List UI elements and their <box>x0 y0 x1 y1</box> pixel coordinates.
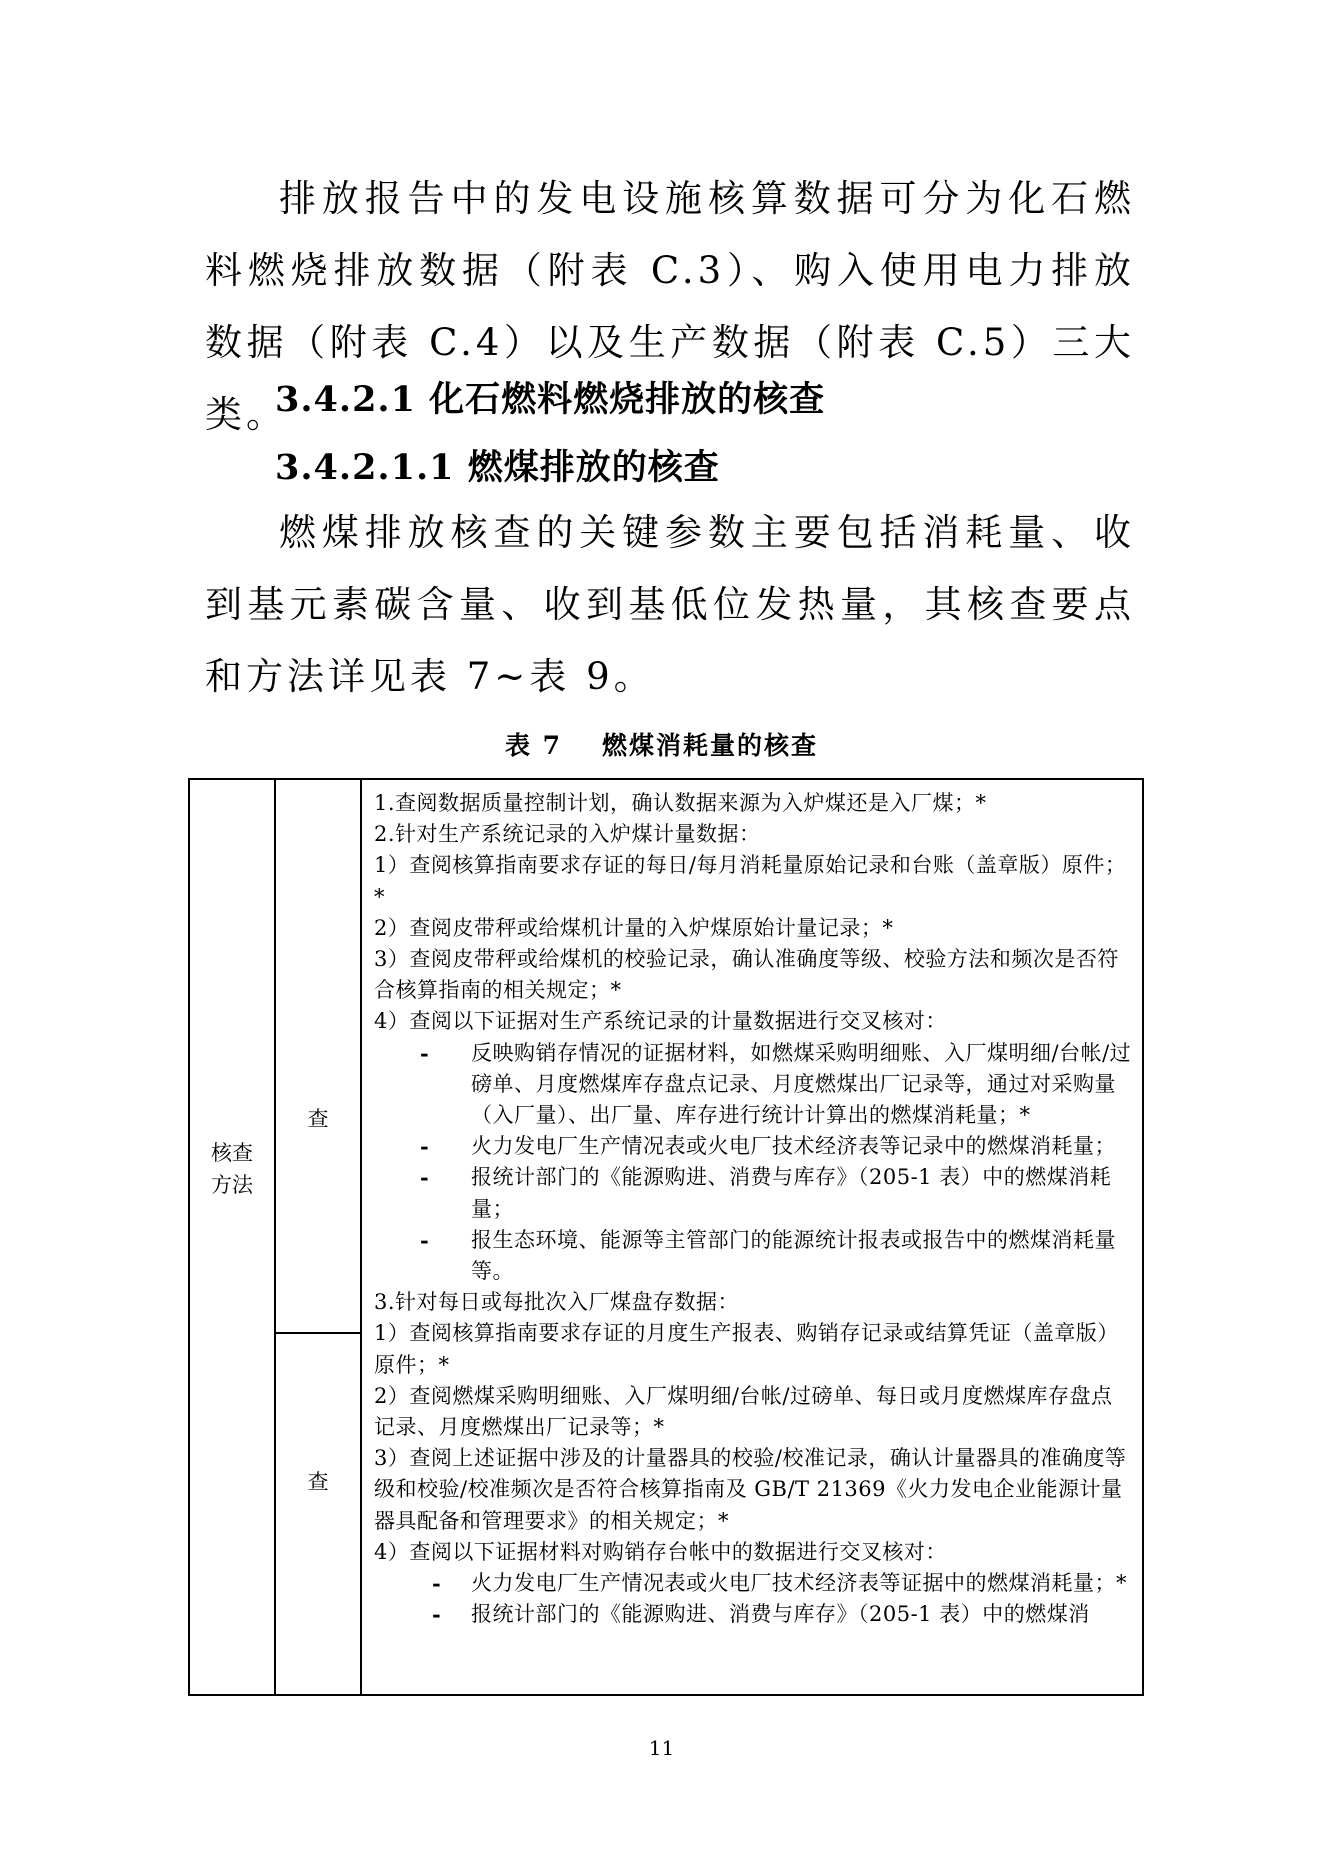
dash-bullet-icon: - <box>420 1227 430 1253</box>
check-label-1: 查 <box>307 1107 329 1131</box>
dash-bullet-icon: - <box>432 1571 442 1597</box>
table-caption-title: 燃煤消耗量的核查 <box>602 731 819 760</box>
dash-bullet-icon: - <box>420 1040 430 1066</box>
section-heading-3-4-2-1-1: 3.4.2.1.1 燃煤排放的核查 <box>275 447 720 488</box>
check-bullet-item <box>374 1225 1132 1287</box>
check-step-line: 3）查阅上述证据中涉及的计量器具的校验/校准记录，确认计量器具的准确度等级和校验/校准频次是否符合核算指南及 GB/T 21369《火力发电企业能源计量器具配备和管理要求》的相关规定；* <box>374 1446 1127 1533</box>
check-bullet-text: 报生态环境、能源等主管部门的能源统计报表或报告中的燃煤消耗量等。 <box>471 1227 1116 1284</box>
check-step-line: 4）查阅以下证据对生产系统记录的计量数据进行交叉核对： <box>374 1009 947 1034</box>
check-step-line: 3.针对每日或每批次入厂煤盘存数据： <box>374 1290 740 1315</box>
check-bullet-text: 反映购销存情况的证据材料，如燃煤采购明细账、入厂煤明细/台帐/过磅单、月度燃煤库存盘点记录、月度燃煤出厂记录等，通过对采购量（入厂量）、出厂量、库存进行统计计算出的燃煤消耗量；* <box>471 1040 1132 1128</box>
coal-consumption-check-table <box>188 778 1144 1696</box>
row-label-cell <box>189 779 275 1695</box>
check-bullet-text: 报统计部门的《能源购进、消费与库存》（205-1 表）中的燃煤消 <box>471 1602 1090 1627</box>
check-step-line: 2.针对生产系统记录的入炉煤计量数据： <box>374 822 761 847</box>
check-step-line: 4）查阅以下证据材料对购销存台帐中的数据进行交叉核对： <box>374 1539 947 1564</box>
check-label-cell-1 <box>275 779 361 1333</box>
check-label-2: 查 <box>307 1470 329 1494</box>
check-bullet-item <box>374 1568 1132 1599</box>
coal-paragraph: 燃煤排放核查的关键参数主要包括消耗量、收到基元素碳含量、收到基低位发热量，其核查要点和方法详见表 7~表 9。 <box>205 511 1135 698</box>
check-bullet-item <box>374 1038 1132 1132</box>
page-number: 11 <box>648 1736 675 1760</box>
row-label-line: 核查 <box>211 1141 253 1165</box>
check-step-line: 3）查阅皮带秤或给煤机的校验记录，确认准确度等级、校验方法和频次是否符合核算指南的相关规定；* <box>374 947 1119 1003</box>
intro-paragraph: 排放报告中的发电设施核算数据可分为化石燃料燃烧排放数据（附表 C.3）、购入使用电力排放数据（附表 C.4）以及生产数据（附表 C.5）三大类。 <box>205 177 1135 436</box>
dash-bullet-icon: - <box>432 1602 442 1628</box>
row-label-check-method <box>211 1137 253 1201</box>
check-step-line: 2）查阅皮带秤或给煤机计量的入炉煤原始计量记录；* <box>374 915 894 940</box>
table-caption <box>0 726 1323 762</box>
check-bullet-item <box>374 1599 1132 1630</box>
check-step-line: 1）查阅核算指南要求存证的月度生产报表、购销存记录或结算凭证（盖章版）原件；* <box>374 1321 1119 1377</box>
check-bullet-item <box>374 1162 1132 1224</box>
dash-bullet-icon: - <box>420 1165 430 1191</box>
check-bullet-text: 火力发电厂生产情况表或火电厂技术经济表等证据中的燃煤消耗量；* <box>471 1571 1127 1596</box>
check-step-line: 1.查阅数据质量控制计划，确认数据来源为入炉煤还是入厂煤；* <box>374 791 987 815</box>
check-bullet-item <box>374 1131 1132 1162</box>
check-label-cell-2 <box>275 1333 361 1695</box>
check-bullet-text: 报统计部门的《能源购进、消费与库存》（205-1 表）中的燃煤消耗量； <box>471 1165 1112 1221</box>
table-row <box>189 779 1143 1333</box>
check-step-line: 2）查阅燃煤采购明细账、入厂煤明细/台帐/过磅单、每日或月度燃煤库存盘点记录、月度燃煤出厂记录等；* <box>374 1383 1113 1440</box>
dash-bullet-icon: - <box>420 1134 430 1160</box>
table-caption-number: 表 7 <box>504 731 563 760</box>
check-content-cell <box>361 779 1143 1695</box>
row-label-line: 方法 <box>211 1173 253 1197</box>
section-heading-3-4-2-1: 3.4.2.1 化石燃料燃烧排放的核查 <box>275 379 826 420</box>
check-step-line: 1）查阅核算指南要求存证的每日/每月消耗量原始记录和台账（盖章版）原件；* <box>374 853 1127 909</box>
check-bullet-text: 火力发电厂生产情况表或火电厂技术经济表等记录中的燃煤消耗量； <box>471 1134 1116 1159</box>
